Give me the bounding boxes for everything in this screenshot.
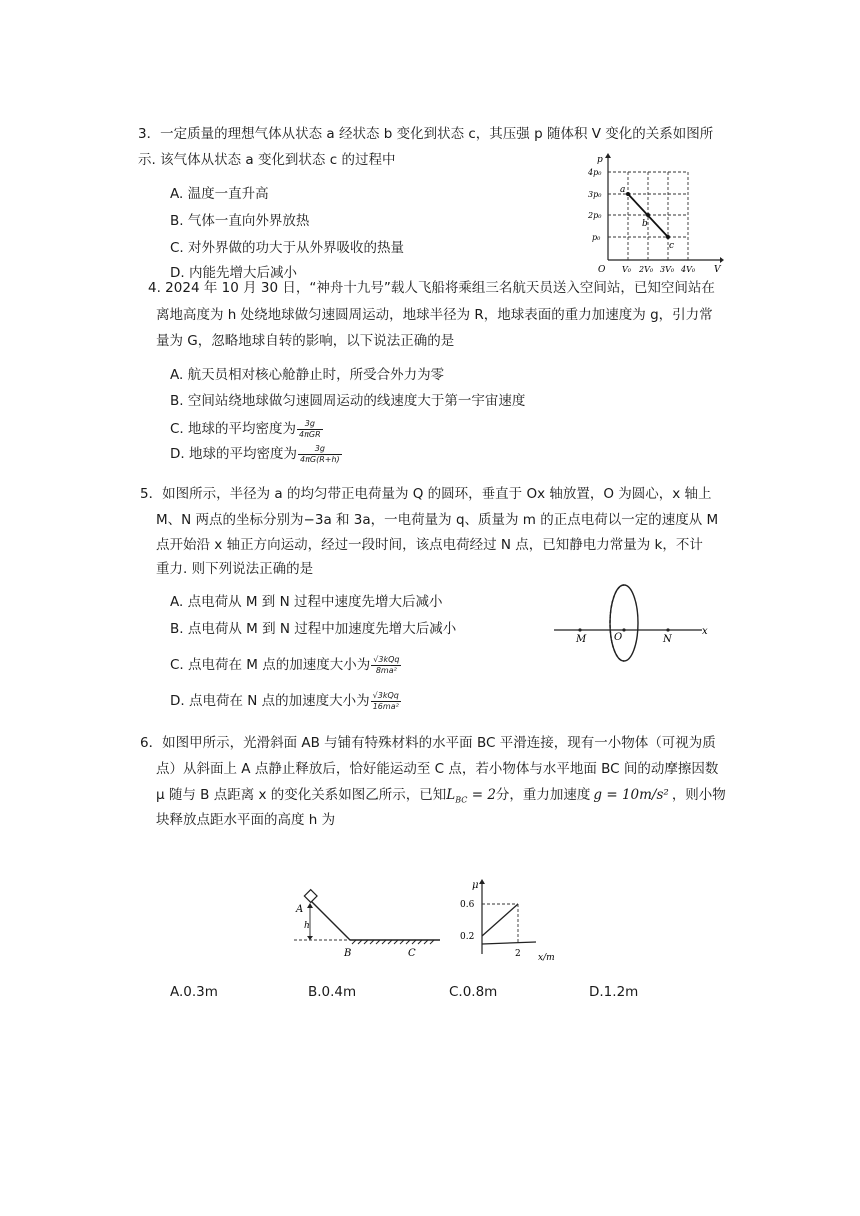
- q4-option-c: [170, 417, 323, 440]
- q4-option-d: [170, 442, 342, 465]
- q3-graph-xtick: 4V₀: [681, 265, 696, 274]
- q6-fig-label-c: C: [408, 948, 416, 959]
- q4-stem-line1: 4. 2024 年 10 月 30 日，“神舟十九号”载人飞船将乘组三名航天员送入空间站，已知空间站在: [148, 280, 715, 296]
- q6-graph-y-axis: μ: [472, 880, 479, 891]
- q6-graph-ytick-06: 0.6: [460, 900, 475, 910]
- q5-stem-line3: 点开始沿 x 轴正方向运动，经过一段时间，该点电荷经过 N 点，已知静电力常量为 k，不计: [156, 537, 703, 553]
- q6-stem-line3-part2: 分，重力加速度: [495, 787, 591, 803]
- q5-figure-label-o: O: [614, 632, 623, 643]
- q3-graph-ytick: 3p₀: [588, 190, 602, 199]
- q3-graph-point-b: b: [642, 219, 648, 229]
- q6-stem-line3-part3: ，则小物: [671, 787, 726, 803]
- q3-graph-ytick: 4p₀: [588, 168, 602, 177]
- q3-option-d: D. 内能先增大后减小: [170, 265, 297, 281]
- q5-option-d-text: D. 点电荷在 N 点的加速度大小为: [170, 693, 370, 709]
- q6-stem-line4: 块释放点距水平面的高度 h 为: [156, 812, 336, 828]
- q5-stem-line4: 重力. 则下列说法正确的是: [156, 561, 314, 577]
- q6-lbc-symbol: L: [446, 787, 456, 803]
- q6-stem-line3: [156, 783, 726, 805]
- q4-option-b: B. 空间站绕地球做匀速圆周运动的线速度大于第一宇宙速度: [170, 393, 526, 409]
- q5-figure-label-x: x: [702, 626, 708, 637]
- q6-gravity-value: g = 10m/s²: [593, 787, 669, 803]
- q4-option-c-text: C. 地球的平均密度为: [170, 421, 297, 437]
- q5-option-b: B. 点电荷从 M 到 N 过程中加速度先增大后减小: [170, 621, 457, 637]
- q4-option-d-fraction: $\frac{3g}{4\pi G(R+h)}$: [299, 443, 340, 464]
- q3-pv-graph: [586, 152, 724, 274]
- q3-graph-ytick: p₀: [592, 233, 601, 242]
- q5-option-d-fraction: $\frac{\text{√3kQq}}{\text{16ma²}}$: [372, 690, 399, 711]
- q3-graph-y-axis: p: [597, 155, 603, 165]
- q6-lbc-value: = 2: [467, 787, 496, 803]
- q6-graph-ytick-02: 0.2: [460, 932, 475, 942]
- q6-option-b: B.0.4m: [308, 984, 357, 1000]
- q3-stem-line2: 示. 该气体从状态 a 变化到状态 c 的过程中: [138, 152, 396, 168]
- q4-option-d-text: D. 地球的平均密度为: [170, 446, 297, 462]
- q5-option-c: [170, 653, 401, 676]
- q5-ring-figure: [552, 582, 714, 664]
- q6-stem-line2: 点）从斜面上 A 点静止释放后，恰好能运动至 C 点，若小物体与水平地面 BC 间的动摩擦因数: [156, 761, 719, 777]
- q4-option-c-fraction: $\frac{3g}{\text{4πGR}}$: [299, 418, 321, 439]
- q5-stem-line1: 5．如图所示，半径为 a 的均匀带正电荷量为 Q 的圆环，垂直于 Ox 轴放置，O 为圆心，x 轴上: [140, 486, 712, 502]
- q3-stem-line1: 3．一定质量的理想气体从状态 a 经状态 b 变化到状态 c，其压强 p 随体积 V 变化的关系如图所: [138, 126, 714, 142]
- q6-incline-figure: [290, 888, 450, 968]
- q6-fig-label-h: h: [304, 921, 310, 931]
- q3-graph-origin: O: [598, 265, 606, 274]
- q3-option-a: A. 温度一直升高: [170, 186, 269, 202]
- q4-stem-line2: 离地高度为 h 处绕地球做匀速圆周运动，地球半径为 R，地球表面的重力加速度为 g，引力常: [156, 307, 713, 323]
- q6-fig-label-a: A: [296, 904, 304, 915]
- q6-stem-line1: 6．如图甲所示，光滑斜面 AB 与铺有特殊材料的水平面 BC 平滑连接，现有一小物体（可视为质: [140, 735, 716, 751]
- q4-option-a: A. 航天员相对核心舱静止时，所受合外力为零: [170, 367, 445, 383]
- q4-stem-line3: 量为 G，忽略地球自转的影响，以下说法正确的是: [156, 333, 455, 349]
- q5-option-c-text: C. 点电荷在 M 点的加速度大小为: [170, 657, 371, 673]
- q3-graph-xtick: 3V₀: [660, 265, 675, 274]
- q3-graph-xtick: 2V₀: [639, 265, 654, 274]
- q6-fig-label-b: B: [344, 948, 352, 959]
- q6-graph-x-axis: x/m: [538, 953, 555, 963]
- q5-figure-label-m: M: [576, 634, 587, 645]
- q6-lbc-subscript: BC: [455, 795, 468, 805]
- q3-graph-xtick: V₀: [622, 265, 631, 274]
- q3-option-c: C. 对外界做的功大于从外界吸收的热量: [170, 240, 405, 256]
- q6-option-c: C.0.8m: [449, 984, 498, 1000]
- q6-stem-line3-part1: μ 随与 B 点距离 x 的变化关系如图乙所示，已知: [156, 787, 447, 803]
- q3-graph-point-c: c: [669, 241, 675, 251]
- q5-stem-line2: M、N 两点的坐标分别为−3a 和 3a，一电荷量为 q、质量为 m 的正点电荷以一定的速度从 M: [156, 512, 719, 528]
- q5-option-d: [170, 689, 401, 712]
- q3-graph-ytick: 2p₀: [588, 211, 602, 220]
- q3-option-b: B. 气体一直向外界放热: [170, 213, 310, 229]
- q5-figure-label-n: N: [663, 634, 672, 645]
- q6-option-a: A.0.3m: [170, 984, 218, 1000]
- q3-graph-x-axis: V: [714, 265, 721, 274]
- q6-graph-xtick-2: 2: [515, 949, 521, 959]
- q5-option-c-fraction: $\frac{\text{√3kQq}}{\text{8ma²}}$: [373, 654, 400, 675]
- q5-option-a: A. 点电荷从 M 到 N 过程中速度先增大后减小: [170, 594, 443, 610]
- q6-option-d: D.1.2m: [589, 984, 639, 1000]
- q3-graph-point-a: a: [620, 185, 626, 195]
- q6-friction-graph: [458, 876, 568, 968]
